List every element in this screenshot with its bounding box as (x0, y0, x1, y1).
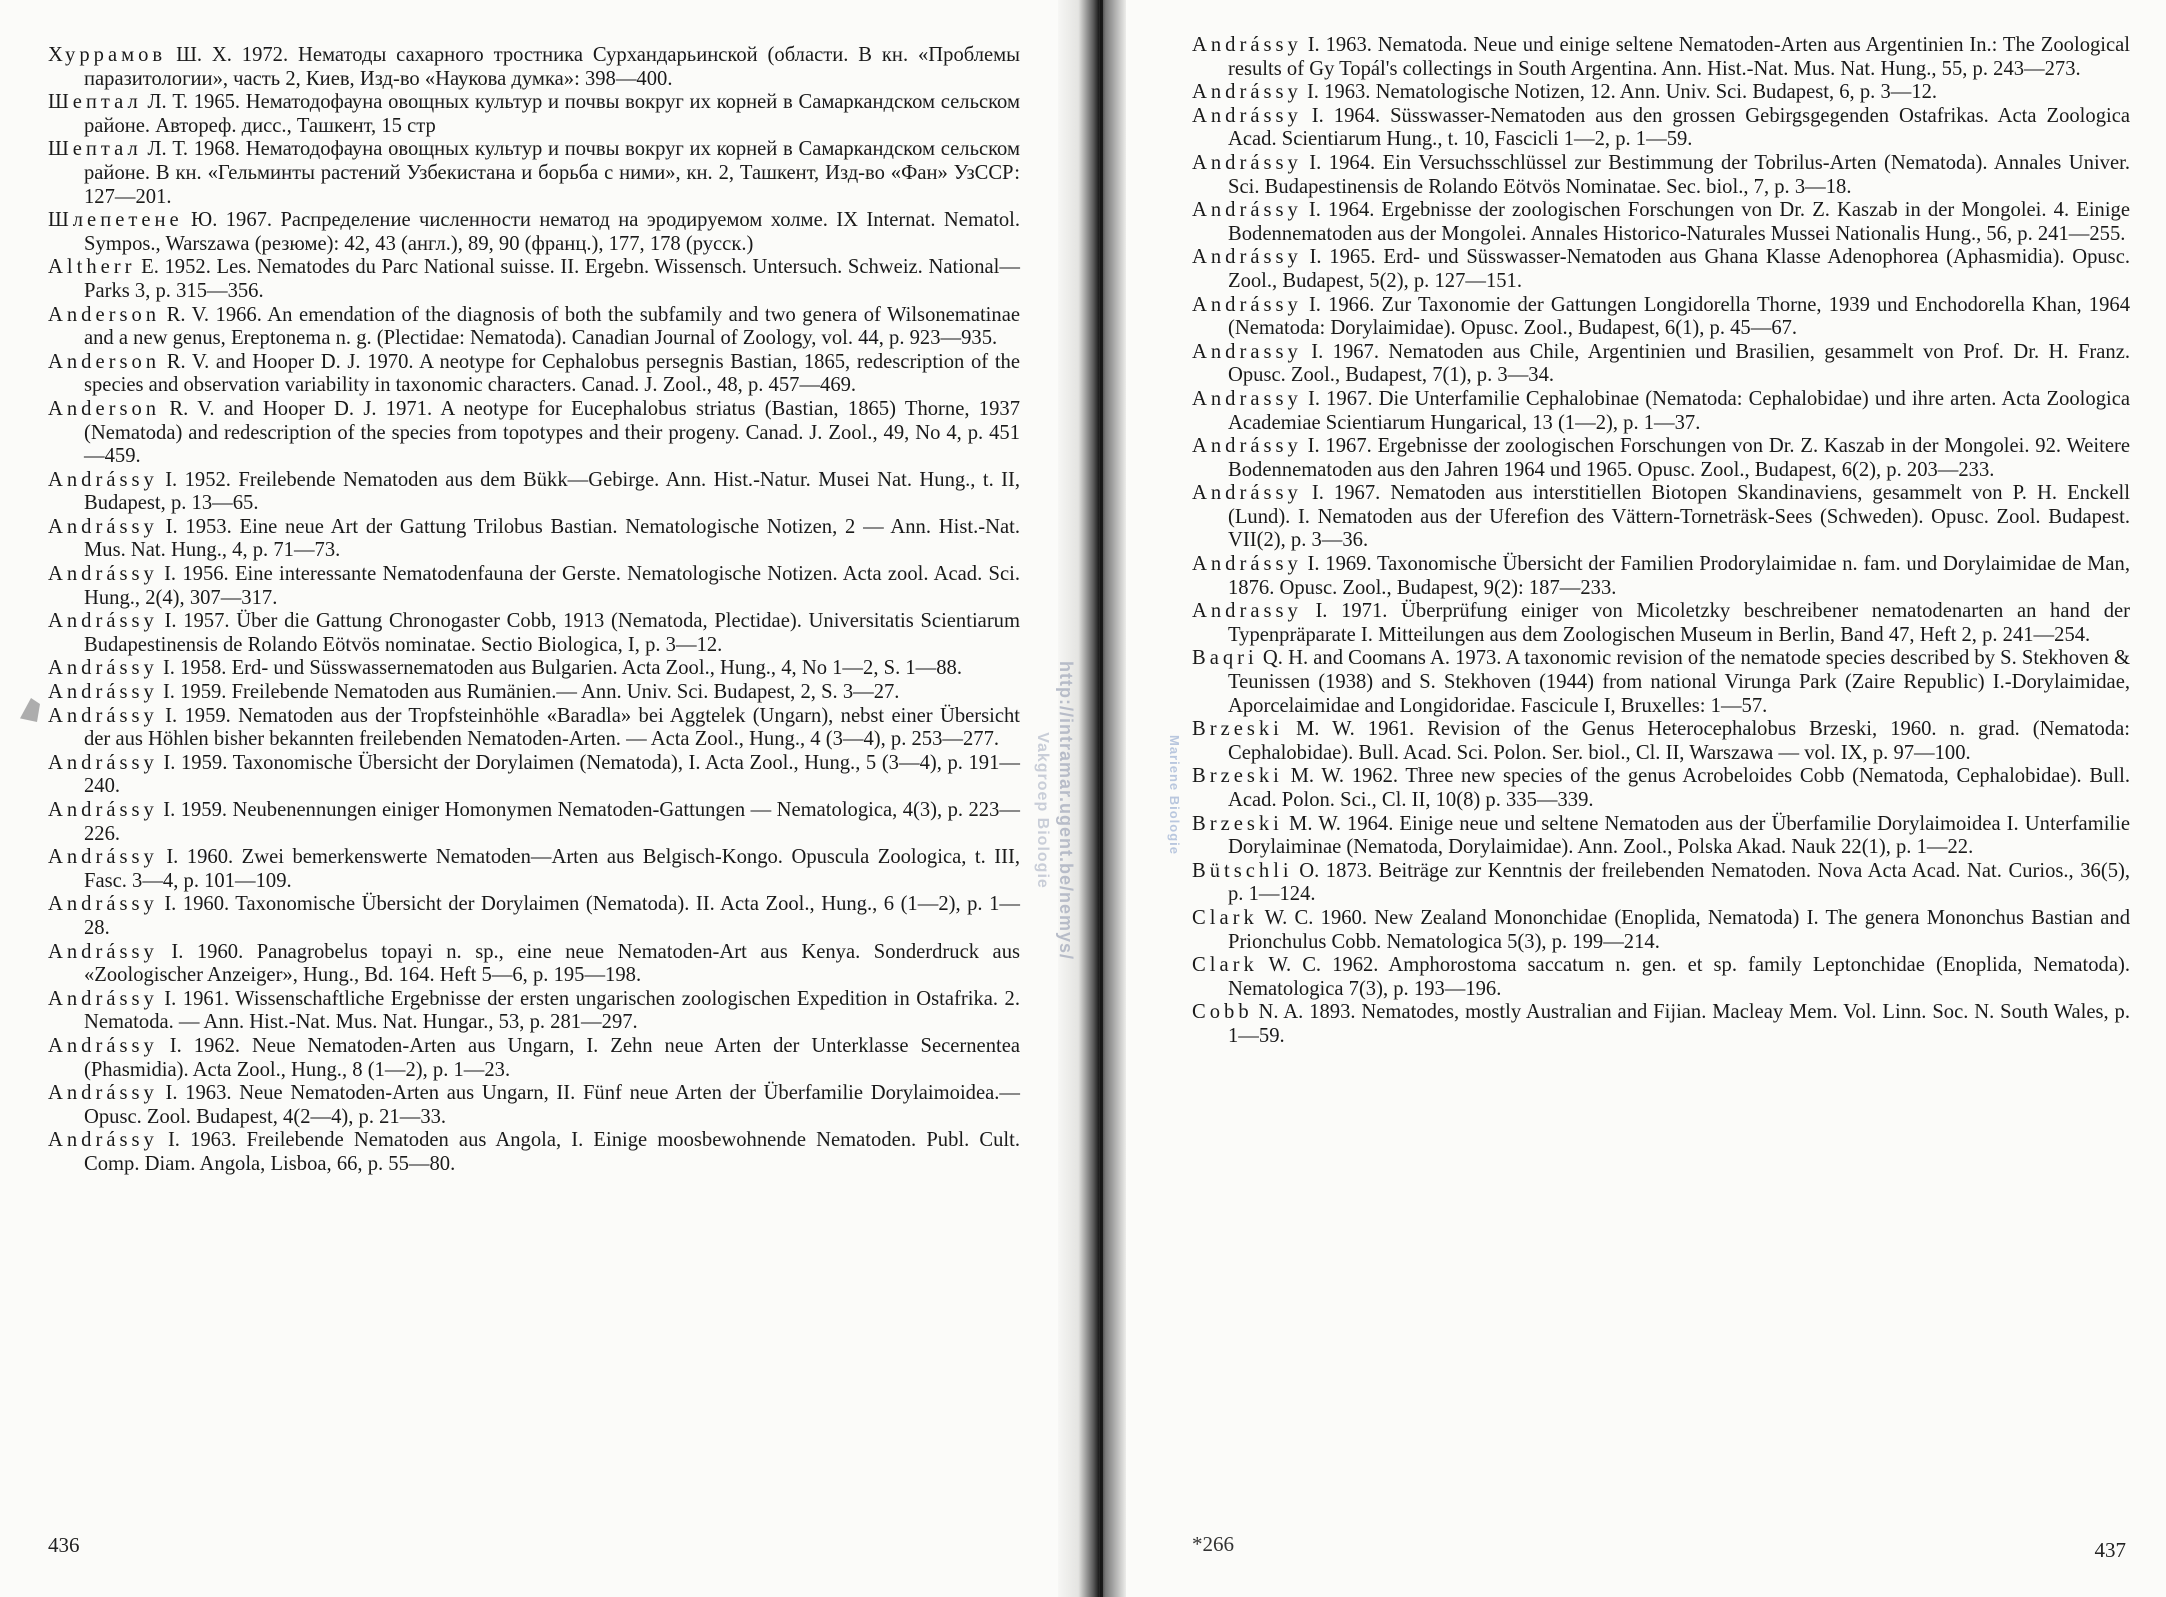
reference-text: I. 1963. Nematologische Notizen, 12. Ann. Univ. Sci. Budapest, 6, p. 3—12. (1306, 81, 1938, 104)
reference-author: Andrássy (1192, 151, 1302, 174)
reference-author: Anderson (48, 350, 161, 373)
reference-text: R. V. 1966. An emendation of the diagnosis of both the subfamily and two genera of Wilsonematinae and a new genus, Ereptonema n. g. (Plectidae: Nematoda). Canadian Journal of Zoology, vol. 44, p. 923—935. (84, 303, 1020, 350)
reference-text: W. C. 1962. Amphorostoma saccatum n. gen. et sp. family Leptonchidae (Enoplida, Nematoda). Nematologica 7(3), p. 193—196. (1228, 954, 2130, 1000)
reference-entry (1192, 199, 2130, 246)
reference-author: Andrássy (1192, 435, 1302, 458)
reference-entry (48, 657, 1020, 681)
reference-entry (1192, 294, 2130, 341)
reference-entry (1192, 105, 2130, 152)
reference-author: Шептал (48, 91, 142, 114)
reference-author: Brzeski (1192, 718, 1283, 741)
reference-text: I. 1953. Eine neue Art der Gattung Trilobus Bastian. Nematologische Notizen, 2 — Ann. Hist.-Nat. Mus. Nat. Hung., 4, p. 71—73. (84, 515, 1020, 562)
reference-entry (1192, 1001, 2130, 1048)
reference-author: Andrássy (48, 515, 158, 538)
reference-author: Andrássy (48, 468, 158, 491)
reference-author: Andrássy (1192, 293, 1302, 316)
reference-entry (48, 988, 1020, 1035)
reference-entry (48, 752, 1020, 799)
reference-text: I. 1967. Die Unterfamilie Cephalobinae (Nematoda: Cephalobidae) und ihre arten. Acta Zoologica Academiae Scientiarum Hungarical, 13 (1—2), p. 1—37. (1228, 387, 2130, 434)
reference-text: R. V. and Hooper D. J. 1970. A neotype for Cephalobus persegnis Bastian, 1865, redescription of the species and observation variability in taxonomic characters. Canad. J. Zool., 48, p. 457—469. (84, 350, 1020, 397)
reference-author: Andrássy (48, 563, 158, 586)
reference-author: Cobb (1192, 1001, 1253, 1024)
reference-text: I. 1966. Zur Taxonomie der Gattungen Longidorella Thorne, 1939 und Enchodorella Khan, 1964 (Nematoda: Dorylaimidae). Opusc. Zool., Budapest, 6(1), p. 45—67. (1228, 293, 2130, 340)
reference-entry (48, 44, 1020, 91)
reference-text: I. 1962. Neue Nematoden-Arten aus Ungarn, I. Zehn neue Arten der Unterklasse Secernentea (Phasmidia). Acta Zool., Hung., 8 (1—2), p. 1—23. (84, 1034, 1020, 1081)
reference-entry (48, 138, 1020, 209)
reference-entry (1192, 341, 2130, 388)
reference-entry (48, 1082, 1020, 1129)
reference-entry (48, 209, 1020, 256)
reference-text: R. V. and Hooper D. J. 1971. A neotype for Eucephalobus striatus (Bastian, 1865) Thorne, 1937 (Nematoda) and redescription of the species from topotypes and their progeny. Canad. J. Zool., 49, No 4, p. 451—459. (84, 397, 1020, 468)
reference-text: I. 1960. Taxonomische Übersicht der Dorylaimen (Nematoda). II. Acta Zool., Hung., 6 (1—2), p. 1—28. (84, 893, 1020, 939)
reference-text: I. 1967. Nematoden aus interstitiellen Biotopen Skandinaviens, gesammelt von P. H. Enckell (Lund). I. Nematoden aus der Uferefion des Vättern-Torneträsk-Sees (Schweden). Opusc. Zool. Budapest. VII(2), p. 3—36. (1228, 482, 2130, 552)
reference-author: Brzeski (1192, 765, 1283, 788)
reference-entry (1192, 152, 2130, 199)
reference-entry (48, 941, 1020, 988)
reference-entry (1192, 860, 2130, 907)
reference-entry (48, 256, 1020, 303)
reference-entry (48, 799, 1020, 846)
reference-text: Ю. 1967. Распределение численности нематод на эродируемом холме. IX Internat. Nematol. Sympos., Warszawa (резюме): 42, 43 (англ.), 89, 90 (франц.), 177, 178 (русск.) (84, 209, 1020, 255)
reference-entry (48, 846, 1020, 893)
reference-text: I. 1967. Ergebnisse der zoologischen Forschungen von Dr. Z. Kaszab in der Mongolei. 92. Weitere Bodennematoden aus den Jahren 1964 und 1965. Opusc. Zool., Budapest, 6(2), p. 203—233. (1228, 435, 2130, 481)
reference-entry (1192, 765, 2130, 812)
reference-author: Andrássy (48, 987, 158, 1010)
reference-author: Andrássy (48, 704, 158, 727)
reference-author: Bütschli (1192, 859, 1293, 882)
reference-author: Andrássy (1192, 199, 1302, 222)
reference-author: Andrássy (48, 1034, 158, 1057)
reference-entry (1192, 813, 2130, 860)
reference-author: Шлепетене (48, 209, 183, 232)
reference-text: I. 1965. Erd- und Süsswasser-Nematoden aus Ghana Klasse Adenophorea (Aphasmidia). Opusc. Zool., Budapest, 5(2), p. 127—151. (1228, 246, 2130, 292)
reference-author: Baqri (1192, 647, 1258, 670)
reference-text: Л. Т. 1968. Нематодофауна овощных культур и почвы вокруг их корней в Самаркандском сельском районе. В кн. «Гельминты растений Узбекистана и борьба с ними», кн. 2, Ташкент, Изд-во «Фан» УзССР: 127—201. (84, 138, 1020, 208)
reference-author: Andrássy (1192, 34, 1302, 56)
reference-entry (48, 91, 1020, 138)
reference-text: I. 1969. Taxonomische Übersicht der Familien Prodorylaimidae n. fam. und Dorylaimidae de Man, 1876. Opusc. Zool., Budapest, 9(2): 187—233. (1228, 553, 2130, 599)
reference-text: E. 1952. Les. Nematodes du Parc National suisse. II. Ergebn. Wissensch. Untersuch. Schweiz. National—Parks 3, p. 315—356. (84, 256, 1020, 302)
reference-text: I. 1971. Überprüfung einiger von Micoletzky beschreibener nematodenarten an hand der Typenpräparate I. Mitteilungen aus dem Zoologischen Museum in Berlin, Band 47, Heft 2, p. 241—254. (1228, 600, 2130, 646)
reference-author: Andrássy (48, 681, 158, 704)
reference-author: Brzeski (1192, 812, 1283, 835)
reference-entry (48, 1129, 1020, 1176)
reference-entry (48, 516, 1020, 563)
reference-text: I. 1963. Freilebende Nematoden aus Angola, I. Einige moosbewohnende Nematoden. Publ. Cult. Comp. Diam. Angola, Lisboa, 66, p. 55—80. (84, 1129, 1020, 1175)
reference-text: M. W. 1964. Einige neue und seltene Nematoden aus der Überfamilie Dorylaimoidea I. Unterfamilie Dorylaiminae (Nematoda, Dorylaimidae). Ann. Zool., Polska Akad. Nauk 22(1), p. 1—22. (1228, 812, 2130, 859)
reference-text: N. A. 1893. Nematodes, mostly Australian and Fijian. Macleay Mem. Vol. Linn. Soc. N. South Wales, p. 1—59. (1228, 1001, 2130, 1047)
reference-entry (1192, 907, 2130, 954)
reference-text: M. W. 1962. Three new species of the genus Acrobeloides Cobb (Nematoda, Cephalobidae). Bull. Acad. Polon. Sci., Cl. II, 10(8) p. 335—339. (1228, 765, 2130, 811)
reference-text: M. W. 1961. Revision of the Genus Heterocephalobus Brzeski, 1960. n. grad. (Nematoda: Cephalobidae). Bull. Acad. Sci. Polon. Ser. biol., Cl. II, Warszawa — vol. IX, p. 97—100. (1228, 718, 2130, 764)
reference-text: I. 1963. Nematoda. Neue und einige seltene Nematoden-Arten aus Argentinien In.: The Zoological results of Gy Topál's collectings in South Argentina. Ann. Hist.-Nat. Mus. Nat. Hung., 55, p. 243—273. (1228, 34, 2131, 80)
reference-author: Andrássy (48, 893, 158, 916)
reference-entry (48, 351, 1020, 398)
reference-entry (48, 893, 1020, 940)
reference-author: Andrássy (48, 751, 158, 774)
watermark-group: Vakgroep Biologie (1034, 731, 1052, 889)
reference-author: Andrássy (48, 846, 158, 869)
reference-author: Andrássy (48, 657, 158, 680)
reference-text: Ш. Х. 1972. Нематоды сахарного тростника Сурхандарьинской (области. В кн. «Проблемы паразитологии», часть 2, Киев, Изд-во «Наукова думка»: 398—400. (84, 44, 1020, 90)
reference-list-left (48, 44, 1020, 1177)
reference-text: Л. Т. 1965. Нематодофауна овощных культур и почвы вокруг их корней в Самаркандском сельском районе. Автореф. дисс., Ташкент, 15 стр (84, 91, 1020, 137)
reference-entry (1192, 81, 2130, 105)
reference-entry (1192, 34, 2130, 81)
reference-author: Хуррамов (48, 44, 167, 66)
reference-text: I. 1964. Ergebnisse der zoologischen Forschungen von Dr. Z. Kaszab in der Mongolei. 4. Einige Bodennematoden aus der Mongolei. Annales Historico-Naturales Mussei Nationalis Hung., 56, p. 241—255. (1228, 199, 2130, 245)
watermark-url: http://intramar.ugent.be/nemys/ (1056, 660, 1077, 960)
reference-text: W. C. 1960. New Zealand Mononchidae (Enoplida, Nematoda) I. The genera Mononchus Bastian and Prionchulus Cobb. Nematologica 5(3), p. 199—214. (1228, 906, 2130, 953)
reference-text: Q. H. and Coomans A. 1973. A taxonomic revision of the nematode species described by S. Stekhoven & Teunissen (1938) and S. Stekhoven (1944) from national Virunga Park (Zaire Republic) I.-Dorylaimidae, Aporcelaimidae and Longidoridae. Fascicule I, Bruxelles: 1—57. (1228, 647, 2131, 717)
reference-entry (1192, 435, 2130, 482)
reference-author: Anderson (48, 303, 161, 326)
reference-text: I. 1958. Erd- und Süsswassernematoden aus Bulgarien. Acta Zool., Hung., 4, No 1—2, S. 1—88. (162, 657, 963, 680)
reference-entry (1192, 647, 2130, 718)
reference-entry (1192, 954, 2130, 1001)
reference-text: I. 1956. Eine interessante Nematodenfauna der Gerste. Nematologische Notizen. Acta zool. Acad. Sci. Hung., 2(4), 307—317. (84, 563, 1020, 609)
reference-author: Andrássy (1192, 246, 1302, 269)
watermark-seal-text: Mariene Biologie (1167, 734, 1182, 856)
reference-text: O. 1873. Beiträge zur Kenntnis der freilebenden Nematoden. Nova Acta Acad. Nat. Curios., 36(5), p. 1—124. (1228, 859, 2130, 906)
reference-text: I. 1959. Taxonomische Übersicht der Dorylaimen (Nematoda), I. Acta Zool., Hung., 5 (3—4), p. 191—240. (84, 751, 1020, 798)
ink-smudge (20, 698, 40, 722)
reference-text: I. 1967. Nematoden aus Chile, Argentinien und Brasilien, gesammelt von Prof. Dr. H. Franz. Opusc. Zool., Budapest, 7(1), p. 3—34. (1228, 340, 2130, 387)
reference-author: Andrássy (48, 610, 158, 633)
reference-author: Andrássy (48, 1082, 158, 1105)
reference-author: Andrássy (1192, 553, 1302, 576)
reference-entry (1192, 718, 2130, 765)
reference-author: Andrássy (1192, 482, 1302, 505)
reference-author: Шептал (48, 138, 142, 161)
reference-text: I. 1964. Ein Versuchsschlüssel zur Bestimmung der Tobrilus-Arten (Nematoda). Annales Univer. Sci. Budapestinensis de Rolando Eötvös Nominatae. Sec. biol., 7, p. 3—18. (1228, 151, 2130, 198)
reference-author: Andrássy (48, 799, 158, 821)
reference-author: Andrássy (48, 1129, 158, 1152)
reference-text: I. 1957. Über die Gattung Chronogaster Cobb, 1913 (Nematoda, Plectidae). Universitatis Scientiarum Budapestinensis de Rolando Eötvös nominatae. Sectio Biologica, I, p. 3—12. (84, 610, 1020, 656)
reference-author: Altherr (48, 256, 136, 279)
book-gutter (1058, 0, 1126, 1597)
reference-list-right (1192, 34, 2130, 1049)
reference-text: I. 1961. Wissenschaftliche Ergebnisse der ersten ungarischen zoologischen Expedition in Ostafrika. 2. Nematoda. — Ann. Hist.-Nat. Mus. Nat. Hungar., 53, p. 281—297. (84, 987, 1020, 1034)
reference-entry (1192, 553, 2130, 600)
reference-text: I. 1959. Neubenennungen einiger Homonymen Nematoden-Gattungen — Nematologica, 4(3), p. 223—226. (84, 799, 1020, 845)
reference-text: I. 1959. Freilebende Nematoden aus Rumänien.— Ann. Univ. Sci. Budapest, 2, S. 3—27. (162, 681, 900, 704)
reference-text: I. 1960. Panagrobelus topayi n. sp., eine neue Nematoden-Art aus Kenya. Sonderdruck aus «Zoologischer Anzeiger», Hung., Bd. 164. Heft 5—6, p. 195—198. (84, 940, 1021, 987)
reference-entry (48, 304, 1020, 351)
reference-entry (1192, 388, 2130, 435)
right-page (1126, 0, 2166, 1597)
reference-author: Andrássy (1192, 81, 1302, 104)
reference-entry (48, 563, 1020, 610)
signature-mark: *266 (1192, 1532, 1234, 1556)
reference-text: I. 1952. Freilebende Nematoden aus dem Bükk—Gebirge. Ann. Hist.-Natur. Musei Nat. Hung., t. II, Budapest, p. 13—65. (84, 468, 1020, 515)
reference-entry (48, 398, 1020, 469)
reference-entry (48, 705, 1020, 752)
reference-author: Anderson (48, 397, 161, 420)
reference-entry (48, 681, 1020, 705)
reference-entry (1192, 246, 2130, 293)
reference-text: I. 1963. Neue Nematoden-Arten aus Ungarn, II. Fünf neue Arten der Überfamilie Dorylaimoidea.—Opusc. Zool. Budapest, 4(2—4), p. 21—33. (84, 1082, 1020, 1128)
reference-entry (48, 469, 1020, 516)
reference-author: Andrassy (1192, 600, 1302, 623)
reference-author: Clark (1192, 954, 1258, 977)
reference-entry (48, 1035, 1020, 1082)
reference-text: I. 1960. Zwei bemerkenswerte Nematoden—Arten aus Belgisch-Kongo. Opuscula Zoologica, t. III, Fasc. 3—4, p. 101—109. (84, 846, 1020, 892)
reference-entry (48, 610, 1020, 657)
reference-author: Clark (1192, 906, 1258, 929)
reference-entry (1192, 482, 2130, 553)
reference-author: Andrássy (48, 940, 158, 963)
reference-entry (1192, 600, 2130, 647)
gutter-shadow (1100, 0, 1103, 1597)
reference-text: I. 1964. Süsswasser-Nematoden aus den grossen Gebirgsgegenden Ostafrikas. Acta Zoologica Acad. Scientiarum Hung., t. 10, Fascicli 1—2, p. 1—59. (1228, 104, 2130, 151)
reference-author: Andrassy (1192, 340, 1302, 363)
reference-author: Andrassy (1192, 387, 1302, 410)
page-number-right: 437 (2094, 1538, 2126, 1562)
reference-text: I. 1959. Nematoden aus der Tropfsteinhöhle «Baradla» bei Aggtelek (Ungarn), nebst einer Übersicht der aus Höhlen bisher bekannten freilebenden Nematoden-Arten. — Acta Zool., Hung., 4 (3—4), p. 253—277. (84, 704, 1021, 751)
page-number-left: 436 (48, 1533, 80, 1557)
left-page (0, 0, 1060, 1597)
reference-author: Andrássy (1192, 104, 1302, 127)
